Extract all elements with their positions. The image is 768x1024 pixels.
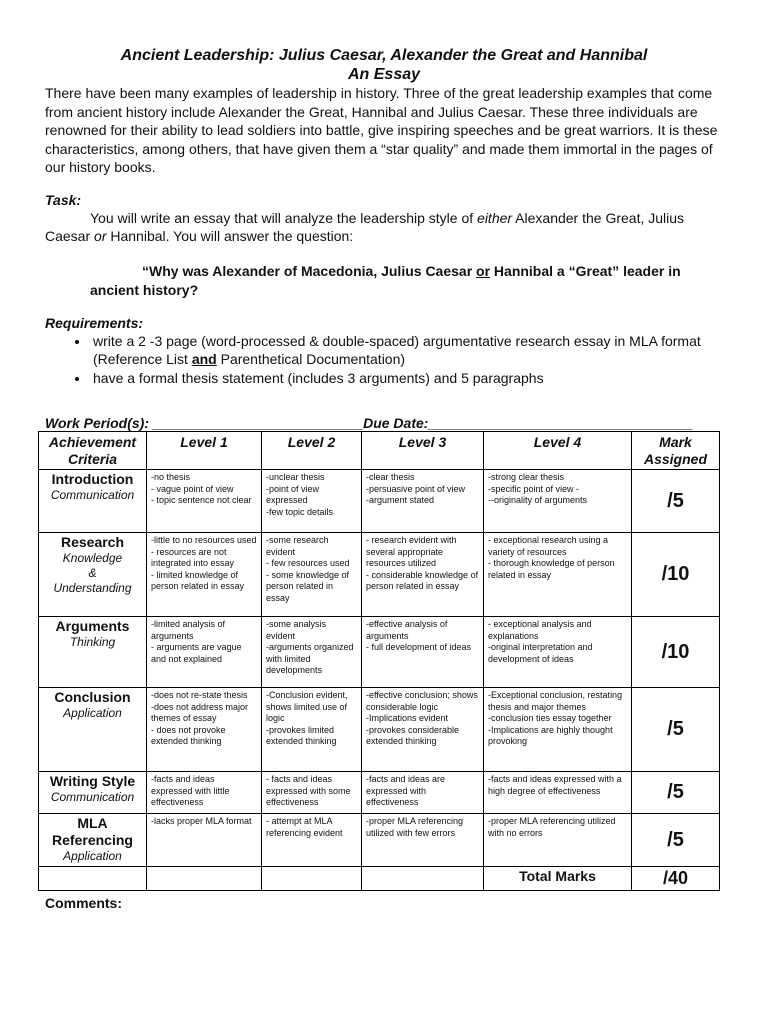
level-4-text: - exceptional analysis and explanations -original interpretation and development of ideas [488,619,593,664]
req1-part-2: Parenthetical Documentation) [216,351,406,367]
level-3-cell [362,470,484,533]
level-2-text: -some analysis evident -arguments organized with limited developments [266,619,354,675]
mark-cell: /5 [632,688,720,772]
question-part-2: Hannibal a “Great” leader in ancient history? [90,262,681,298]
criteria-name: Arguments [55,618,130,634]
mark-cell: /5 [632,772,720,814]
rubric-row-introduction [39,470,720,533]
level-4-text: -Exceptional conclusion, restating thesis and major themes -conclusion ties essay together -Implications are highly thought provoking [488,690,623,746]
level-3-text: -effective conclusion; shows considerable logic -Implications evident -provokes considerable extended thinking [366,690,478,746]
criteria-cell [39,617,147,688]
criteria-category: Knowledge & Understanding [53,551,132,595]
level-1-cell [147,617,262,688]
level-3-text: -proper MLA referencing utilized with few errors [366,816,464,838]
criteria-cell [39,533,147,617]
level-3-cell [362,772,484,814]
criteria-category: Application [63,706,122,720]
level-1-text: -no thesis - vague point of view - topic sentence not clear [151,472,252,505]
level-3-cell [362,688,484,772]
level-2-cell [262,470,362,533]
work-period-line: Work Period(s): ___________________________Due Date:__________________________________ [45,415,694,431]
level-1-text: -little to no resources used - resources are not integrated into essay - limited knowledge of person related in essay [151,535,257,591]
essay-question [45,262,723,300]
level-3-cell [362,617,484,688]
level-4-cell [484,688,632,772]
total-marks-label: Total Marks [484,867,632,891]
question-part-1: “Why was Alexander of Macedonia, Julius Caesar [142,262,477,279]
level-1-cell [147,470,262,533]
question-or: or [476,262,491,279]
task-heading: Task: [45,191,82,208]
level-3-text: - research evident with several appropriate resources utilized - considerable knowledge of person related in essay [366,535,479,591]
rubric-total-row [39,867,720,891]
level-2-cell [262,772,362,814]
level-3-text: -effective analysis of arguments - full development of ideas [366,619,472,652]
criteria-name: Research [60,534,125,550]
header-level-2: Level 2 [262,432,362,470]
task-text [45,209,723,246]
requirements-heading: Requirements: [45,314,144,331]
empty-cell [262,867,362,891]
criteria-name: Introduction [51,471,134,487]
header-level-1: Level 1 [147,432,262,470]
criteria-cell [39,772,147,814]
level-3-text: -clear thesis -persuasive point of view -argument stated [366,472,466,505]
header-mark-assigned: Mark Assigned [632,432,720,470]
rubric-row-research [39,533,720,617]
empty-cell [39,867,147,891]
req1-part-1: write a 2 -3 page (word-processed & double-spaced) argumentative research essay in MLA format (Reference List [93,332,701,367]
mark-cell: /10 [632,533,720,617]
level-1-cell [147,772,262,814]
level-4-cell [484,617,632,688]
level-2-text: -some research evident - few resources used - some knowledge of person related in essay [266,535,350,603]
task-part-3: Hannibal. You will answer the question: [106,228,354,244]
criteria-cell [39,688,147,772]
level-2-cell [262,814,362,867]
criteria-name: Conclusion [54,689,131,705]
level-4-cell [484,814,632,867]
level-1-cell [147,688,262,772]
header-level-3: Level 3 [362,432,484,470]
requirement-item [90,332,723,369]
level-1-cell [147,533,262,617]
task-part-1: You will write an essay that will analyze the leadership style of [90,209,478,226]
level-4-text: -facts and ideas expressed with a high degree of effectiveness [488,774,622,796]
requirement-item: • have a formal thesis statement (includes 3 arguments) and 5 paragraphs [90,369,723,388]
task-or: or [94,228,107,244]
empty-cell [147,867,262,891]
mark-cell: /5 [632,470,720,533]
level-2-text: -unclear thesis -point of view expressed -few topic details [266,472,334,517]
mark-cell: /5 [632,814,720,867]
criteria-category: Application [63,849,122,863]
level-4-text: -strong clear thesis -specific point of view - --originality of arguments [488,472,588,505]
level-1-text: -facts and ideas expressed with little effectiveness [151,774,230,807]
level-2-cell [262,688,362,772]
title-line-1: Ancient Leadership: Julius Caesar, Alexander the Great and Hannibal [120,47,648,64]
empty-cell [362,867,484,891]
level-4-cell [484,533,632,617]
mark-cell: /10 [632,617,720,688]
criteria-category: Thinking [69,635,116,649]
level-1-text: -does not re-state thesis -does not address major themes of essay - does not provoke extended thinking [151,690,249,746]
criteria-category: Communication [50,790,135,804]
intro-paragraph: There have been many examples of leadership in history. Three of the great leadership examples that come from ancient history include Alexander the Great, Hannibal and Julius Caesar. These three individuals are renowned for their ability to lead soldiers into battle, give inspiring speeches and be great warriors. It is these characteristics, among others, that have given them a “star quality” and made them immortal in the pages of our history books. [45,85,718,175]
title-line-2: An Essay [347,66,421,83]
criteria-cell [39,470,147,533]
level-2-text: - facts and ideas expressed with some effectiveness [266,774,351,807]
level-2-cell [262,533,362,617]
comments-label: Comments: [45,895,123,911]
level-2-cell [262,617,362,688]
level-3-cell [362,533,484,617]
level-4-text: - exceptional research using a variety of resources - thorough knowledge of person related in essay [488,535,615,580]
rubric-row-mla-referencing [39,814,720,867]
header-level-4: Level 4 [484,432,632,470]
document-title [45,46,723,84]
level-2-text: -Conclusion evident, shows limited use of logic -provokes limited extended thinking [266,690,348,746]
criteria-cell [39,814,147,867]
criteria-name: Writing Style [49,773,136,789]
requirements-list [45,332,723,388]
header-criteria: Achievement Criteria [39,432,147,470]
level-1-cell [147,814,262,867]
level-2-text: - attempt at MLA referencing evident [266,816,343,838]
level-4-cell [484,772,632,814]
level-1-text: -lacks proper MLA format [151,816,252,826]
criteria-category: Communication [50,488,135,502]
level-4-cell [484,470,632,533]
criteria-name: MLA Referencing [52,815,133,848]
req1-and: and [191,351,217,367]
rubric-header-row [39,432,720,470]
rubric-row-arguments [39,617,720,688]
level-4-text: -proper MLA referencing utilized with no errors [488,816,616,838]
level-3-cell [362,814,484,867]
level-3-text: -facts and ideas are expressed with effectiveness [366,774,446,807]
rubric-row-writing-style [39,772,720,814]
rubric-row-conclusion [39,688,720,772]
essay-document [45,46,723,387]
task-either: either [477,209,513,226]
total-marks-value: /40 [632,867,720,891]
task-part-2: Alexander the Great, Julius Caesar [45,209,685,244]
rubric-table [38,431,720,891]
level-1-text: -limited analysis of arguments - arguments are vague and not explained [151,619,242,664]
